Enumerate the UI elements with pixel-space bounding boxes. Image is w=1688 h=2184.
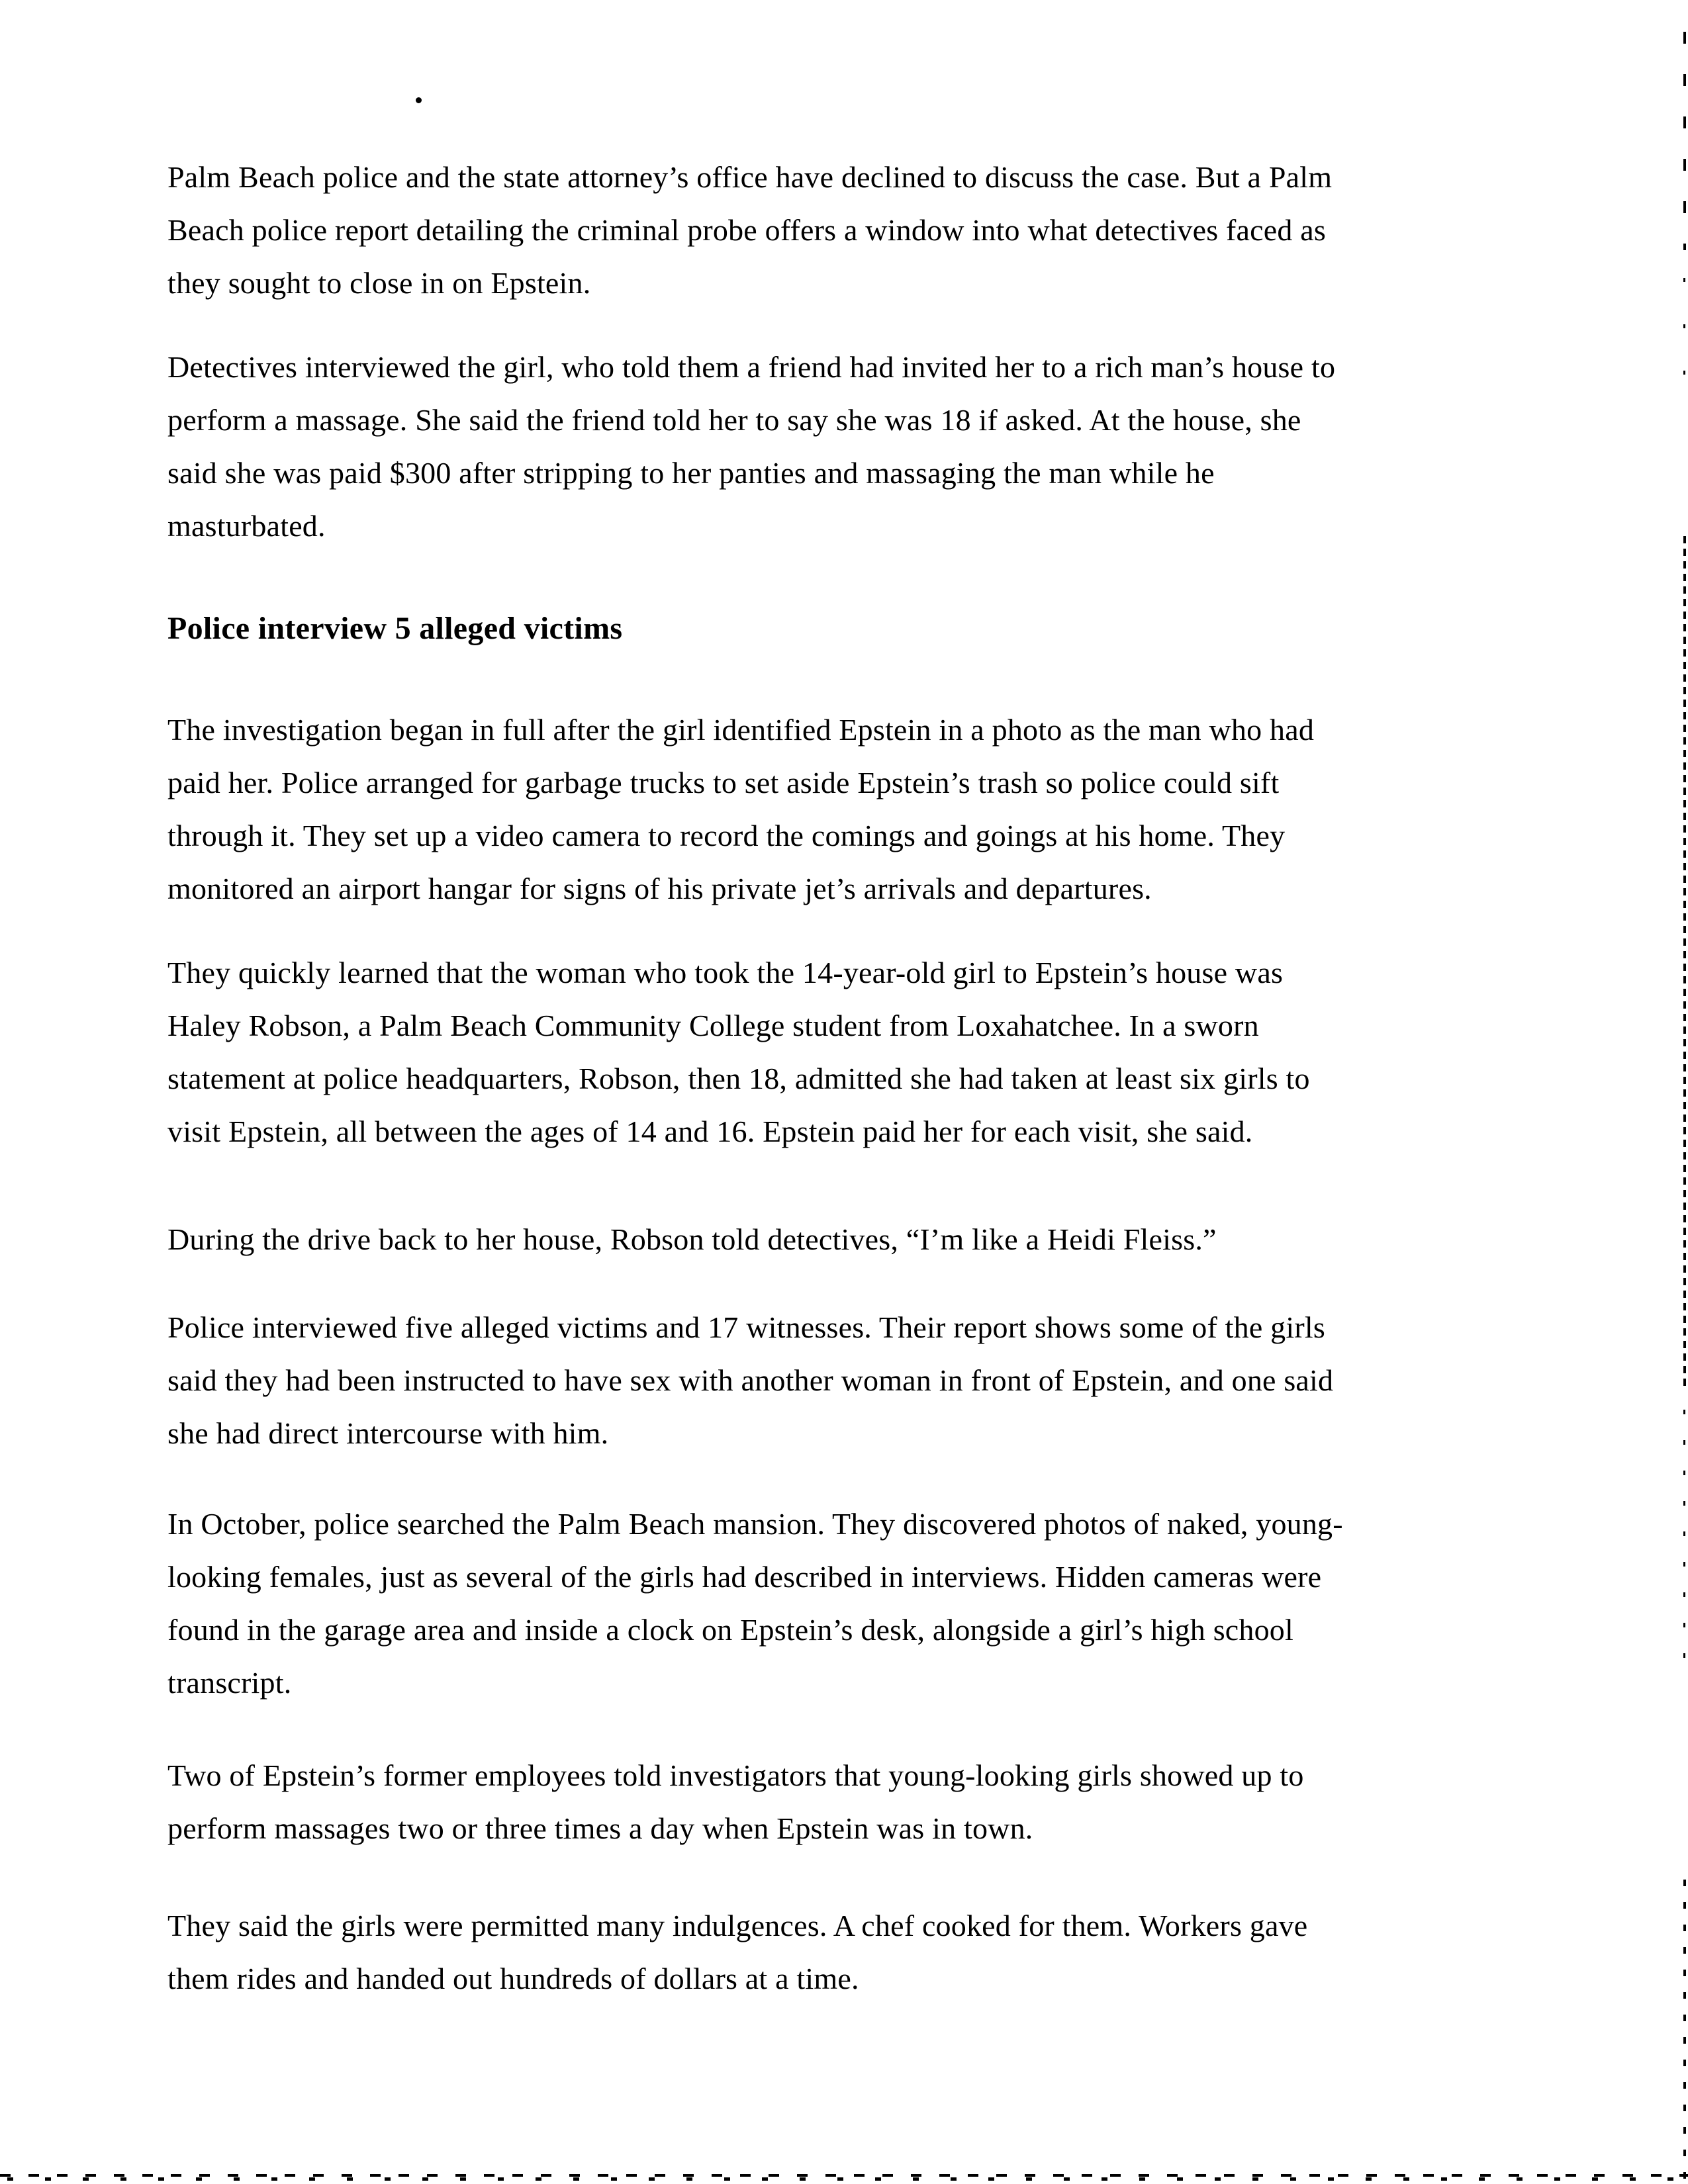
paragraph (167, 151, 1558, 310)
text-line: masturbated. (167, 509, 326, 543)
text-line: visit Epstein, all between the ages of 14 and 16. Epstein paid her for each visit, she said. (167, 1115, 1253, 1148)
paragraph (167, 1301, 1558, 1460)
text-line: through it. They set up a video camera to record the comings and goings at his home. They (167, 819, 1286, 852)
text-line: them rides and handed out hundreds of dollars at a time. (167, 1962, 859, 1995)
text-line: They said the girls were permitted many indulgences. A chef cooked for them. Workers gave (167, 1909, 1308, 1942)
text-line: looking females, just as several of the girls had described in interviews. Hidden cameras were (167, 1560, 1322, 1594)
paragraph (167, 341, 1558, 553)
text-line: said they had been instructed to have sex with another woman in front of Epstein, and one said (167, 1363, 1334, 1397)
scan-dot-artifact (416, 97, 422, 103)
section-heading (167, 602, 1558, 655)
paragraph (167, 704, 1558, 915)
scan-edge-artifact (1683, 536, 1686, 1390)
text-line: In October, police searched the Palm Beach mansion. They discovered photos of naked, young- (167, 1507, 1343, 1541)
scan-edge-artifact (1683, 278, 1685, 417)
section-heading-text: Police interview 5 alleged victims (167, 611, 623, 646)
text-line: paid her. Police arranged for garbage trucks to set aside Epstein’s trash so police could sift (167, 766, 1280, 799)
text-line: Police interviewed five alleged victims and 17 witnesses. Their report shows some of the girls (167, 1310, 1325, 1344)
paragraph (167, 1498, 1558, 1709)
text-line: Beach police report detailing the criminal probe offers a window into what detectives faced as (167, 213, 1326, 247)
paragraph (167, 1899, 1558, 2005)
paragraph (167, 1213, 1558, 1266)
text-line: transcript. (167, 1666, 292, 1700)
text-line: Palm Beach police and the state attorney’s office have declined to discuss the case. But a Palm (167, 160, 1333, 194)
text-line: The investigation began in full after the girl identified Epstein in a photo as the man who had (167, 713, 1315, 747)
text-line: Two of Epstein’s former employees told investigators that young-looking girls showed up to (167, 1758, 1304, 1792)
text-line: found in the garage area and inside a clock on Epstein’s desk, alongside a girl’s high school (167, 1613, 1293, 1647)
scan-edge-artifact (1683, 32, 1686, 250)
scan-noise-line (0, 2174, 1688, 2177)
text-line: they sought to close in on Epstein. (167, 266, 591, 300)
text-line: statement at police headquarters, Robson, then 18, admitted she had taken at least six girls to (167, 1062, 1310, 1095)
scan-noise-line (0, 2177, 1688, 2181)
text-line: During the drive back to her house, Robson told detectives, “I’m like a Heidi Fleiss.” (167, 1222, 1217, 1256)
scan-edge-artifact (1683, 1880, 1686, 2184)
text-line: Haley Robson, a Palm Beach Community College student from Loxahatchee. In a sworn (167, 1009, 1259, 1042)
paragraph (167, 1749, 1558, 1855)
text-line: said she was paid $300 after stripping to her panties and massaging the man while he (167, 456, 1215, 490)
text-line: perform a massage. She said the friend told her to say she was 18 if asked. At the house, she (167, 403, 1301, 437)
text-line: They quickly learned that the woman who took the 14-year-old girl to Epstein’s house was (167, 956, 1284, 989)
paragraph (167, 946, 1558, 1158)
text-line: monitored an airport hangar for signs of his private jet’s arrivals and departures. (167, 872, 1152, 905)
text-line: perform massages two or three times a day when Epstein was in town. (167, 1811, 1033, 1845)
scan-edge-artifact (1683, 1410, 1685, 1674)
text-line: she had direct intercourse with him. (167, 1416, 609, 1450)
text-line: Detectives interviewed the girl, who told them a friend had invited her to a rich man’s house to (167, 350, 1336, 384)
